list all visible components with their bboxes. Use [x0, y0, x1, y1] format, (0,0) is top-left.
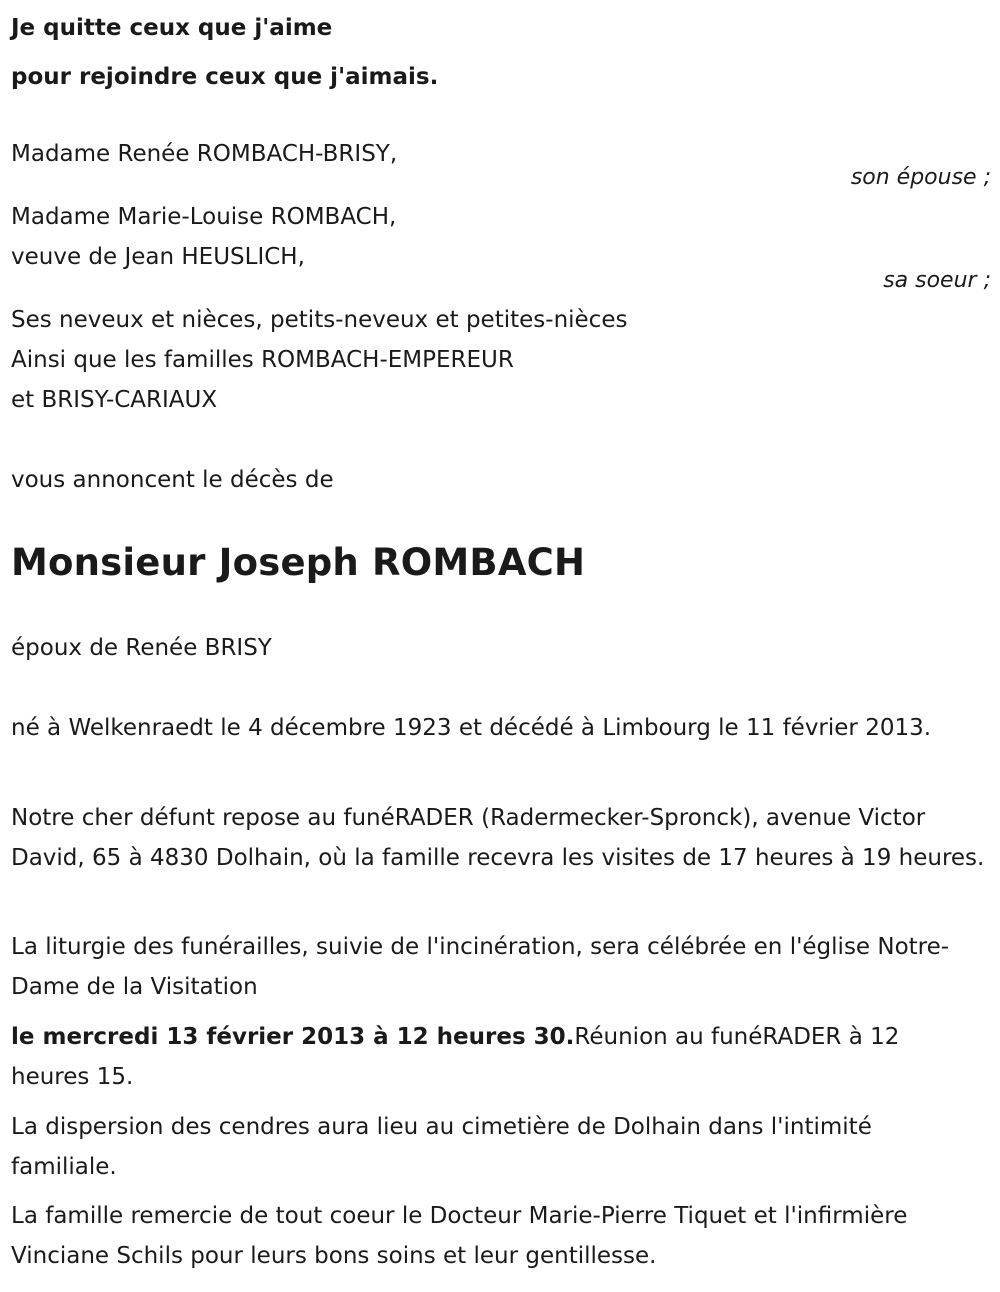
ashes-dispersion: La dispersion des cendres aura lieu au cimetière de Dolhain dans l'intimité familiale.: [11, 1114, 872, 1180]
ceremony-date: le mercredi 13 février 2013 à 12 heures 30.: [11, 1024, 575, 1050]
resting-place: Notre cher défunt repose au funéRADER (Radermecker-Spronck), avenue Victor David, 65 à 4830 Dolhain, où la famille recevra les visites de 17 heures à 19 heures.: [11, 805, 985, 871]
birth-death: né à Welkenraedt le 4 décembre 1923 et décédé à Limbourg le 11 février 2013.: [11, 715, 932, 741]
family-rombach-empereur: Ainsi que les familles ROMBACH-EMPEREUR: [11, 347, 514, 373]
epigraph-line-2: pour rejoindre ceux que j'aimais.: [11, 64, 439, 90]
meeting-info: Réunion au funéRADER à 12 heures 15.: [11, 1024, 900, 1090]
obituary-notice: [11, 0, 991, 1292]
family-nephews: Ses neveux et nièces, petits-neveux et petites-nièces: [11, 307, 628, 333]
thanks: La famille remercie de tout coeur le Docteur Marie-Pierre Tiquet et l'infirmière Vinciane Schils pour leurs bons soins et leur gentillesse.: [11, 1203, 908, 1269]
ceremony-paragraph: [11, 1017, 976, 1097]
liturgy: La liturgie des funérailles, suivie de l'incinération, sera célébrée en l'église Notre-Dame de la Visitation: [11, 934, 950, 1000]
deceased-name: Monsieur Joseph ROMBACH: [11, 541, 586, 584]
family-brisy-cariaux: et BRISY-CARIAUX: [11, 387, 218, 413]
announcement: vous annoncent le décès de: [11, 467, 334, 493]
family-spouse-name: Madame Renée ROMBACH-BRISY,: [11, 141, 398, 167]
deceased-spouse: époux de Renée BRISY: [11, 635, 272, 661]
family-sister-role: sa soeur ;: [883, 268, 991, 293]
family-sister-name: Madame Marie-Louise ROMBACH,: [11, 204, 397, 230]
family-sister-widow: veuve de Jean HEUSLICH,: [11, 244, 305, 270]
family-spouse-role: son épouse ;: [850, 165, 991, 190]
epigraph-line-1: Je quitte ceux que j'aime: [11, 15, 333, 41]
